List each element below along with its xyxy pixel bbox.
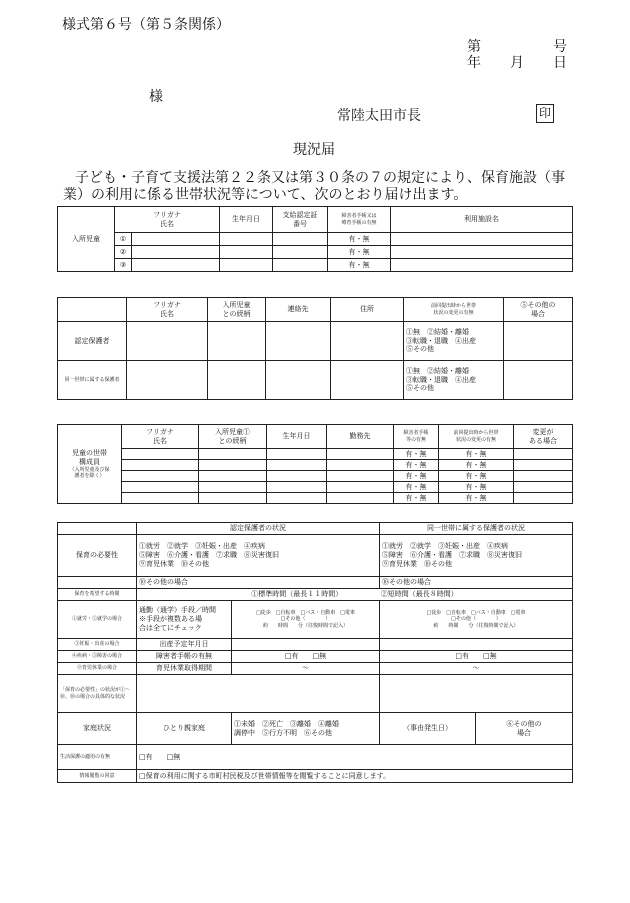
member-cell[interactable]: [199, 471, 267, 482]
umu-cell[interactable]: 有・無: [328, 259, 391, 272]
birth-cert[interactable]: [232, 639, 380, 651]
change-options[interactable]: ①無 ②結婚・離婚 ③転職・退職 ④出産 ⑤その他: [404, 361, 504, 400]
child-table: [57, 206, 573, 272]
time-options[interactable]: ①標準時間（最長１１時間） ②短時間（最長８時間）: [137, 589, 573, 601]
need-options-same[interactable]: ①就労 ②就学 ③妊娠・出産 ④疾病 ⑤障害 ⑥介護・看護 ⑦求職 ⑧災害復旧 ⑨育児休業 ⑩その他: [380, 535, 573, 577]
family-label: 家庭状況: [58, 713, 137, 745]
child-label: 入所児童: [58, 207, 115, 272]
umu-cell[interactable]: 有・無: [394, 471, 439, 482]
status-table: [57, 522, 573, 783]
doc-number-dai: 第: [467, 39, 481, 55]
row-num: ③: [115, 259, 132, 272]
col-birth: 生年月日: [220, 207, 273, 233]
reason-same[interactable]: [380, 675, 573, 713]
commute-cert[interactable]: □徒歩 □自転車 □バス・自動車 □電車 □その他（ ） 約 時間 分（往復時間で記入）: [232, 601, 380, 639]
member-cell[interactable]: [267, 471, 327, 482]
member-cell[interactable]: [122, 471, 199, 482]
same-status-header: 同一世帯に属する保護者の状況: [380, 523, 573, 535]
need-label: 保育の必要性: [58, 535, 137, 577]
facility-cell[interactable]: [391, 246, 573, 259]
birth-val: 出産予定年月日: [137, 639, 232, 651]
addressee-sama: 様: [149, 89, 163, 105]
form-number: 様式第６号（第５条関係）: [62, 17, 230, 33]
cert-cell[interactable]: [273, 233, 328, 246]
facility-cell[interactable]: [391, 259, 573, 272]
page-title: 現況届: [293, 142, 335, 158]
umu-cell[interactable]: 有・無: [439, 482, 514, 493]
member-cell[interactable]: [514, 449, 573, 460]
umu-cell[interactable]: 有・無: [439, 449, 514, 460]
same-household-label: 同一世帯に属する保護者: [58, 361, 127, 400]
family-options[interactable]: ①未婚 ②死亡 ③離婚 ④離婚 調停中 ⑤行方不明 ⑥その他: [232, 713, 380, 745]
name-cell[interactable]: [132, 246, 220, 259]
member-cell[interactable]: [327, 493, 394, 504]
row-num: ②: [115, 246, 132, 259]
time-label: 保育を希望する時間: [58, 589, 137, 601]
umu-cell[interactable]: 有・無: [328, 233, 391, 246]
member-cell[interactable]: [199, 460, 267, 471]
contact-cell[interactable]: [266, 361, 331, 400]
guardian-table: [57, 297, 573, 400]
consent-val[interactable]: □保育の利用に関する市町村民税及び世帯情報等を閲覧することに同意します。: [137, 770, 573, 783]
row-num: ①: [115, 233, 132, 246]
other-cell[interactable]: [504, 361, 573, 400]
cert-status-header: 認定保護者の状況: [137, 523, 380, 535]
reason-label: 「保育の必要性」の状況が①～⑩、⑩の場合の具体的な状況: [58, 675, 137, 713]
mayor-name: 常陸太田市長: [337, 108, 421, 124]
member-cell[interactable]: [327, 460, 394, 471]
date-year: 年: [467, 55, 481, 71]
birth-label: ③妊娠・出産の場合: [58, 639, 137, 651]
date-month: 月: [510, 55, 524, 71]
need-other-same[interactable]: ⑩その他の場合: [380, 577, 573, 589]
address-cell[interactable]: [331, 361, 404, 400]
change-options[interactable]: ①無 ②結婚・離婚 ③転職・退職 ④出産 ⑤その他: [404, 322, 504, 361]
family-other[interactable]: ⑥その他の 場合: [476, 713, 573, 745]
member-cell[interactable]: [122, 493, 199, 504]
address-cell[interactable]: [331, 322, 404, 361]
member-cell[interactable]: [122, 460, 199, 471]
name-cell[interactable]: [132, 233, 220, 246]
leave-val: 育児休業取得期間: [137, 663, 232, 675]
umu-cell[interactable]: 有・無: [394, 493, 439, 504]
name-cell[interactable]: [132, 259, 220, 272]
intro-line1: 子ども・子育て支援法第２２条又は第３０条の７の規定により、保育施設（事: [75, 170, 565, 186]
commute-label: ①就労・②就学の場合: [58, 601, 137, 639]
umu-cell[interactable]: 有・無: [394, 449, 439, 460]
col-handbook: 障害者手帳 等の有無: [394, 425, 439, 449]
intro-line2: 業）の利用に係る世帯状況等について、次のとおり届け出ます。: [63, 187, 468, 203]
member-cell[interactable]: [122, 449, 199, 460]
umu-cell[interactable]: 有・無: [439, 471, 514, 482]
col-change: 前回提出時から世帯 状況の変更の有無: [439, 425, 514, 449]
name-cell[interactable]: [127, 361, 208, 400]
birth-cell[interactable]: [220, 246, 273, 259]
disease-cert[interactable]: □有 □無: [232, 651, 380, 663]
member-cell[interactable]: [267, 493, 327, 504]
col-other: ⑤その他の 場合: [504, 298, 573, 322]
col-birth: 生年月日: [267, 425, 327, 449]
member-cell[interactable]: [267, 460, 327, 471]
member-cell[interactable]: [327, 471, 394, 482]
member-cell[interactable]: [514, 460, 573, 471]
family-single: ひとり親家庭: [137, 713, 232, 745]
col-work: 勤務先: [327, 425, 394, 449]
contact-cell[interactable]: [266, 322, 331, 361]
col-change-other: 変更が ある場合: [514, 425, 573, 449]
name-cell[interactable]: [127, 322, 208, 361]
member-cell[interactable]: [514, 493, 573, 504]
col-cert: 支給認定証 番号: [273, 207, 328, 233]
col-relation: 入所児童 との続柄: [208, 298, 266, 322]
member-cell[interactable]: [199, 493, 267, 504]
doc-number-go: 号: [553, 39, 567, 55]
household-label: 児童の世帯 構成員 （入所児童及び保 護者を除く）: [58, 425, 122, 504]
relation-cell[interactable]: [208, 361, 266, 400]
umu-cell[interactable]: 有・無: [328, 246, 391, 259]
leave-same[interactable]: ～: [380, 663, 573, 675]
member-cell[interactable]: [199, 482, 267, 493]
col-name: フリガナ 氏名: [122, 425, 199, 449]
other-cell[interactable]: [504, 322, 573, 361]
umu-cell[interactable]: 有・無: [439, 493, 514, 504]
welfare-val[interactable]: □有 □無: [137, 745, 573, 770]
cert-guardian-label: 認定保護者: [58, 322, 127, 361]
reason-cert[interactable]: [137, 675, 380, 713]
facility-cell[interactable]: [391, 233, 573, 246]
date-day: 日: [553, 55, 567, 71]
commute-same[interactable]: □徒歩 □自転車 □バス・自動車 □電車 □その他（ ） 約 時間 分（往復時間で記入）: [380, 601, 573, 639]
col-handbook: 障害者手帳又は 療育手帳の有無: [328, 207, 391, 233]
birth-cell[interactable]: [220, 259, 273, 272]
leave-label: ⑨育児休業の場合: [58, 663, 137, 675]
welfare-label: 生活保護の適用の有無: [58, 745, 137, 770]
col-name: フリガナ 氏名: [127, 298, 208, 322]
member-cell[interactable]: [327, 482, 394, 493]
member-cell[interactable]: [267, 482, 327, 493]
umu-cell[interactable]: 有・無: [394, 482, 439, 493]
member-cell[interactable]: [267, 449, 327, 460]
birth-cell[interactable]: [220, 233, 273, 246]
member-cell[interactable]: [199, 449, 267, 460]
col-facility: 利用施設名: [391, 207, 573, 233]
disease-val: 障害者手帳の有無: [137, 651, 232, 663]
cert-cell[interactable]: [273, 246, 328, 259]
birth-same[interactable]: [380, 639, 573, 651]
seal-box: 印: [536, 104, 554, 123]
col-address: 住所: [331, 298, 404, 322]
col-change: 前回提出時から世帯 状況の変更の有無: [404, 298, 504, 322]
cert-cell[interactable]: [273, 259, 328, 272]
member-cell[interactable]: [122, 482, 199, 493]
family-date[interactable]: （事由発生日）: [380, 713, 476, 745]
relation-cell[interactable]: [208, 322, 266, 361]
leave-cert[interactable]: ～: [232, 663, 380, 675]
consent-label: 情報閲覧の同意: [58, 770, 137, 783]
col-name: フリガナ 氏名: [115, 207, 220, 233]
disease-label: ④疾病・⑤障害の場合: [58, 651, 137, 663]
member-cell[interactable]: [514, 482, 573, 493]
col-relation: 入所児童① との続柄: [199, 425, 267, 449]
umu-cell[interactable]: 有・無: [394, 460, 439, 471]
need-other-cert[interactable]: ⑩その他の場合: [137, 577, 380, 589]
member-cell[interactable]: [327, 449, 394, 460]
disease-same[interactable]: □有 □無: [380, 651, 573, 663]
commute-header: 通勤（通学）手段／時間 ※手段が複数ある場 合は全てにチェック: [137, 601, 232, 639]
col-contact: 連絡先: [266, 298, 331, 322]
household-table: [57, 424, 573, 504]
member-cell[interactable]: [514, 471, 573, 482]
umu-cell[interactable]: 有・無: [439, 460, 514, 471]
need-options-cert[interactable]: ①就労 ②就学 ③妊娠・出産 ④疾病 ⑤障害 ⑥介護・看護 ⑦求職 ⑧災害復旧 ⑨育児休業 ⑩その他: [137, 535, 380, 577]
